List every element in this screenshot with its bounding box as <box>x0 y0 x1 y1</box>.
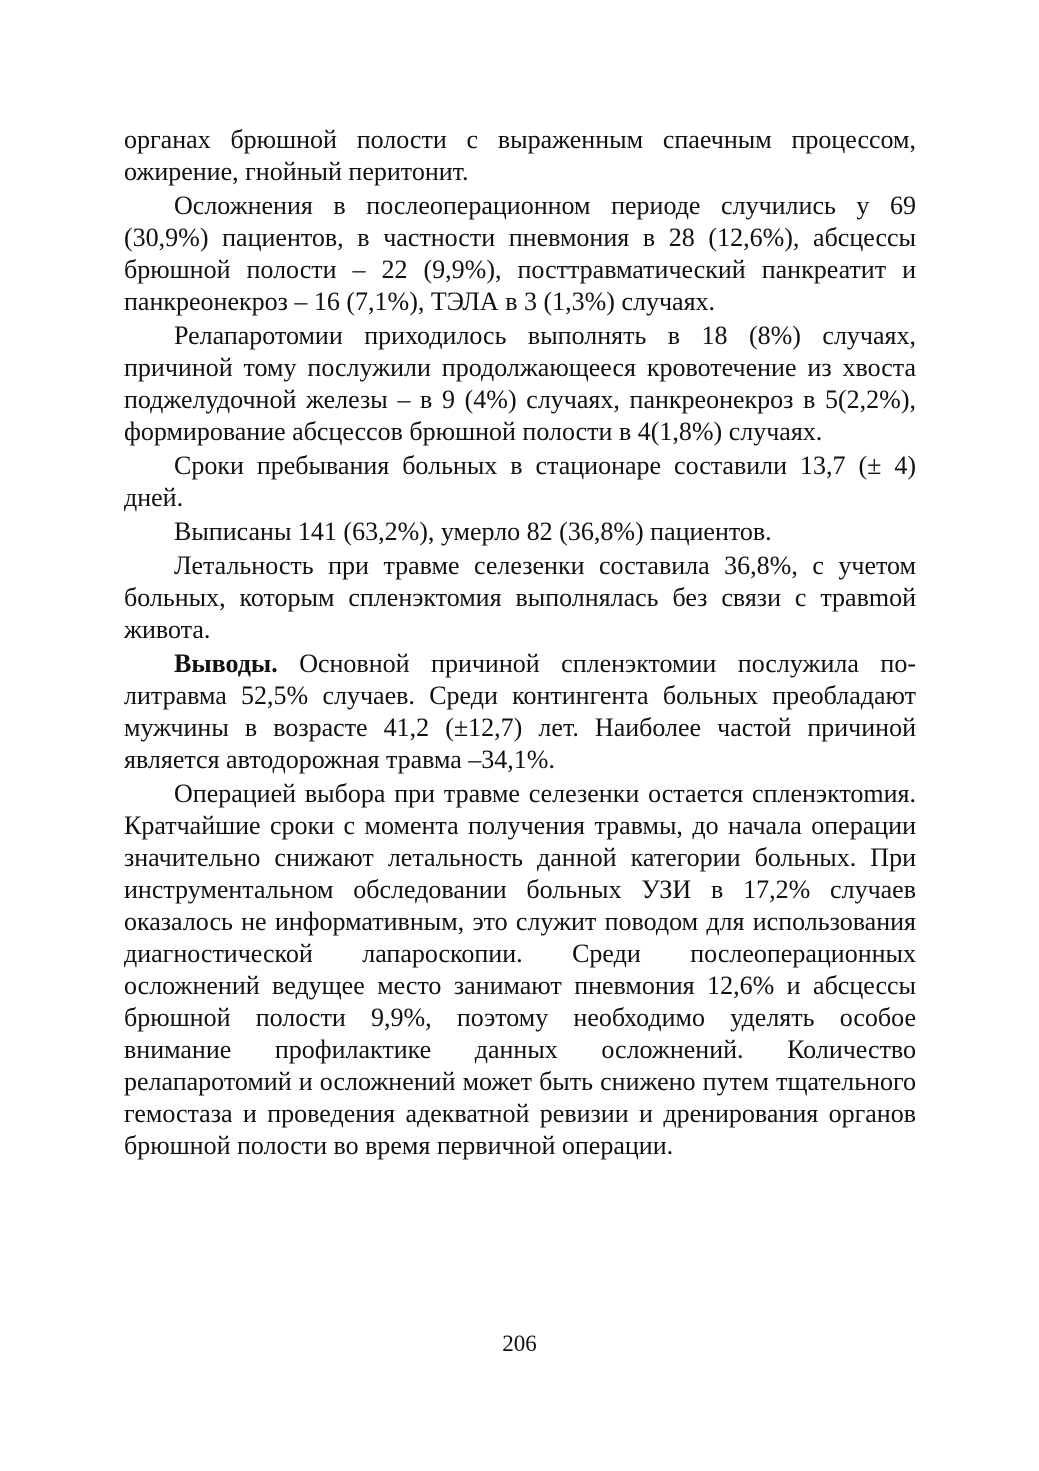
conclusions-heading: Выводы. <box>174 649 278 678</box>
conclusions-text: Основной причиной спленэктомии послужила политравма 52,5% случаев. Среди контингента больных преобладают мужчины в возрасте 41,2 (±12,7) лет. Наиболее частой причиной является автодорожная травма –34,1%. <box>124 649 916 774</box>
paragraph-final: Операцией выбора при травме селезенки остается спленэктоmия. Кратчайшие сроки с момента получения травмы, до начала операции значительно снижают летальность данной категории больных. При инструментальном обследовании больных УЗИ в 17,2% случаев оказалось не информативным, это служит поводом для использования диагностической лапароскопии. Среди послеоперационных осложнений ведущее место занимают пневмония 12,6% и абсцессы брюшной полости 9,9%, поэтому необходимо уделять особое внимание профилактике данных осложнений. Количество релапаротомий и осложнений может быть снижено путем тщательного гемостаза и проведения адекватной ревизии и дренирования органов брюшной полости во время первичной операции. <box>124 779 916 1160</box>
page-body <box>124 124 916 1164</box>
paragraph-mortality: Летальность при травме селезенки составила 36,8%, с учетом больных, которым спленэктомия выполнялась без связи с травmой живота. <box>124 551 916 644</box>
paragraph-relaparotomy: Релапаротомии приходилось выполнять в 18 (8%) случаях, причиной тому послужили продолжающееся кровотечение из хвоста поджелудочной железы – в 9 (4%) случаях, панкреонекроз в 5(2,2%), формирование абсцессов брюшной полости в 4(1,8%) случаях. <box>124 321 916 446</box>
paragraph-conclusions <box>124 648 916 776</box>
paragraph-complications: Осложнения в послеоперационном периоде случились у 69 (30,9%) пациентов, в частности пневмония в 28 (12,6%), абсцессы брюшной полости – 22 (9,9%), посттравматический панкреатит и панкреонекроз – 16 (7,1%), ТЭЛА в 3 (1,3%) случаях. <box>124 191 916 316</box>
page-number: 206 <box>502 1331 537 1356</box>
paragraph-hospital-stay: Сроки пребывания больных в стационаре составили 13,7 (± 4) дней. <box>124 451 916 512</box>
paragraph-discharged: Выписаны 141 (63,2%), умерло 82 (36,8%) пациентов. <box>174 517 772 546</box>
paragraph-continuation: органах брюшной полости с выраженным спаечным процессом, ожирение, гнойный перитонит. <box>124 125 916 186</box>
